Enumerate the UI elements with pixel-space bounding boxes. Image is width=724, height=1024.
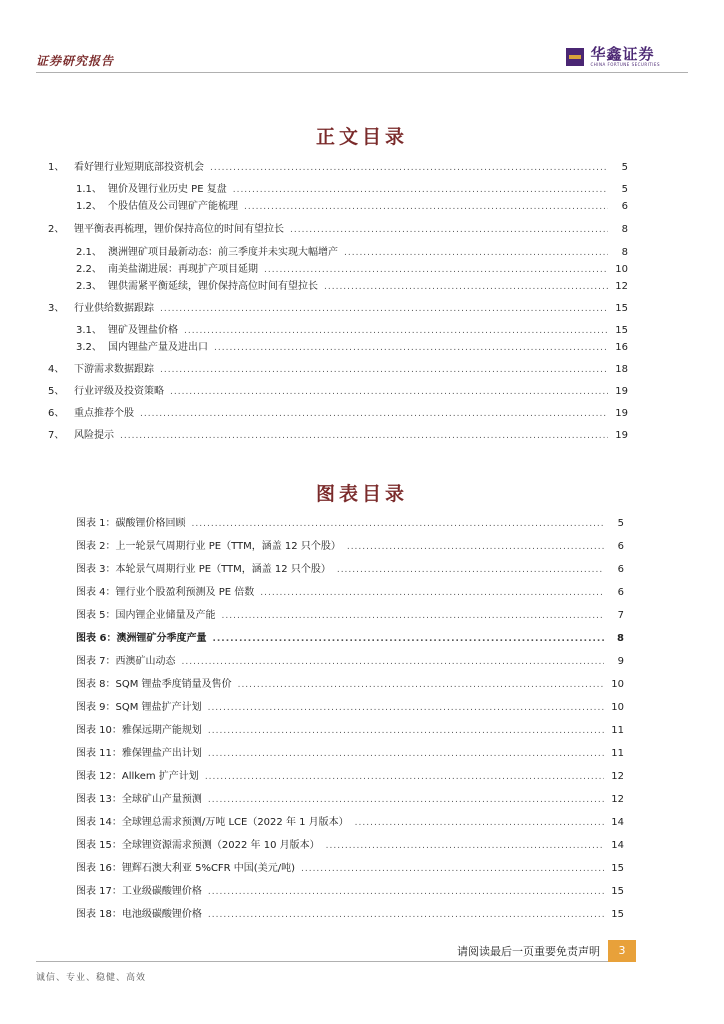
dot-leader xyxy=(344,245,608,261)
toc-entry-label: 锂供需紧平衡延续，锂价保持高位时间有望拉长 xyxy=(108,281,318,292)
toc-entry[interactable] xyxy=(76,182,628,198)
toc-entry-page: 16 xyxy=(615,342,628,353)
figure-entry-page: 12 xyxy=(611,771,624,782)
figure-entry-page: 5 xyxy=(617,518,624,529)
figure-entry-page: 15 xyxy=(611,909,624,920)
toc-entry-number: 2、 xyxy=(48,224,65,235)
figure-entry[interactable] xyxy=(76,654,624,670)
figure-entry-label: 图表 18：电池级碳酸锂价格 xyxy=(76,909,202,920)
toc-entry-number: 2.2、 xyxy=(76,264,102,275)
disclaimer-link[interactable]: 请阅读最后一页重要免责声明 xyxy=(457,945,600,958)
figure-entry-label: 图表 13：全球矿山产量预测 xyxy=(76,794,202,805)
toc-entry-number: 2.3、 xyxy=(76,281,102,292)
figure-entry-page: 6 xyxy=(617,541,624,552)
figure-entry-label: 图表 11：雅保锂盐产出计划 xyxy=(76,748,202,759)
figure-entry-page: 6 xyxy=(617,564,624,575)
toc-entry-page: 10 xyxy=(615,264,628,275)
dot-leader xyxy=(290,222,608,238)
figure-entry-page: 10 xyxy=(611,679,624,690)
dot-leader xyxy=(208,884,604,900)
toc-entry[interactable] xyxy=(76,245,628,261)
footer-divider xyxy=(36,961,624,962)
figure-entry-label: 图表 16：锂辉石澳大利亚 5%CFR 中国(美元/吨) xyxy=(76,863,295,874)
toc-entry[interactable] xyxy=(76,199,628,215)
toc-entry-page: 8 xyxy=(621,224,628,235)
figure-entry-label: 图表 17：工业级碳酸锂价格 xyxy=(76,886,202,897)
figure-entry-label: 图表 4：锂行业个股盈利预测及 PE 倍数 xyxy=(76,587,255,598)
toc-entry[interactable] xyxy=(76,323,628,339)
toc-entry-number: 6、 xyxy=(48,408,65,419)
figure-entry[interactable] xyxy=(76,700,624,716)
dot-leader xyxy=(238,677,604,693)
toc-entry-page: 19 xyxy=(615,408,628,419)
dot-leader xyxy=(208,907,604,923)
figure-entry-page: 11 xyxy=(611,725,624,736)
dot-leader xyxy=(210,160,608,176)
figure-entry[interactable] xyxy=(76,585,624,601)
figure-entry[interactable] xyxy=(76,562,624,578)
figure-entry-label: 图表 2：上一轮景气周期行业 PE（TTM，涵盖 12 只个股） xyxy=(76,541,341,552)
dot-leader xyxy=(182,654,604,670)
figure-entry[interactable] xyxy=(76,815,624,831)
toc-entry[interactable] xyxy=(76,262,628,278)
dot-leader xyxy=(233,182,608,198)
figure-entry[interactable] xyxy=(76,769,624,785)
toc-entry-label: 锂价及锂行业历史 PE 复盘 xyxy=(108,184,227,195)
figure-entry-page: 7 xyxy=(617,610,624,621)
report-type-label: 证券研究报告 xyxy=(36,54,115,68)
figure-entry-label: 图表 1：碳酸锂价格回顾 xyxy=(76,518,186,529)
toc-entry-number: 1.2、 xyxy=(76,201,102,212)
figure-entry-page: 8 xyxy=(617,633,624,644)
dot-leader xyxy=(192,516,604,532)
figure-entry-label: 图表 14：全球锂总需求预测/万吨 LCE（2022 年 1 月版本） xyxy=(76,817,349,828)
dot-leader xyxy=(208,700,604,716)
toc-entry-number: 7、 xyxy=(48,430,65,441)
figure-entry-page: 11 xyxy=(611,748,624,759)
figure-entry[interactable] xyxy=(76,677,624,693)
figure-entry-label: 图表 10：雅保远期产能规划 xyxy=(76,725,202,736)
toc-title: 正文目录 xyxy=(315,126,408,148)
toc-entry-number: 4、 xyxy=(48,364,65,375)
toc-entry-number: 1、 xyxy=(48,162,65,173)
figure-entry-label: 图表 3：本轮景气周期行业 PE（TTM，涵盖 12 只个股） xyxy=(76,564,331,575)
toc-entry-page: 19 xyxy=(615,386,628,397)
footer-disclaimer-bar xyxy=(0,940,724,962)
figure-entry-label: 图表 7：西澳矿山动态 xyxy=(76,656,176,667)
figure-entry[interactable] xyxy=(76,838,624,854)
logo-english-name: CHINA FORTUNE SECURITIES xyxy=(590,62,660,67)
toc-entry-page: 5 xyxy=(621,162,628,173)
toc-entry[interactable] xyxy=(48,160,628,176)
figure-entry[interactable] xyxy=(76,884,624,900)
toc-entry-number: 3.2、 xyxy=(76,342,102,353)
dot-leader xyxy=(347,539,604,555)
toc-entry[interactable] xyxy=(76,340,628,356)
dot-leader xyxy=(222,608,604,624)
figure-entry[interactable] xyxy=(76,516,624,532)
toc-entry[interactable] xyxy=(48,428,628,444)
toc-entry-number: 3.1、 xyxy=(76,325,102,336)
toc-entry-page: 15 xyxy=(615,303,628,314)
toc-entry-label: 重点推荐个股 xyxy=(74,408,134,419)
dot-leader xyxy=(264,262,608,278)
toc-entry[interactable] xyxy=(48,406,628,422)
logo-chinese-name: 华鑫证券 xyxy=(590,45,655,63)
figure-entry[interactable] xyxy=(76,608,624,624)
dot-leader xyxy=(212,631,604,647)
dot-leader xyxy=(208,746,604,762)
figure-entry[interactable] xyxy=(76,907,624,923)
figure-entry-label: 图表 6：澳洲锂矿分季度产量 xyxy=(76,633,207,644)
dot-leader xyxy=(208,723,604,739)
figure-entry-page: 6 xyxy=(617,587,624,598)
figure-entry-label: 图表 15：全球锂资源需求预测（2022 年 10 月版本） xyxy=(76,840,320,851)
toc-entry-label: 下游需求数据跟踪 xyxy=(74,364,154,375)
toc-entry[interactable] xyxy=(48,301,628,317)
dot-leader xyxy=(160,301,608,317)
toc-entry-number: 3、 xyxy=(48,303,65,314)
page-number: 3 xyxy=(608,940,636,962)
figure-entry-page: 9 xyxy=(617,656,624,667)
toc-entry-number: 1.1、 xyxy=(76,184,102,195)
figure-entry-page: 15 xyxy=(611,886,624,897)
figure-entry-page: 10 xyxy=(611,702,624,713)
dot-leader xyxy=(214,340,608,356)
figure-entry-page: 15 xyxy=(611,863,624,874)
dot-leader xyxy=(337,562,604,578)
toc-entry-label: 南美盐湖进展：再现扩产项目延期 xyxy=(108,264,258,275)
toc-entry-number: 2.1、 xyxy=(76,247,102,258)
logo-mark-icon xyxy=(566,48,584,66)
dot-leader xyxy=(324,279,608,295)
footer-motto: 诚信、专业、稳健、高效 xyxy=(36,973,147,983)
dot-leader xyxy=(355,815,604,831)
figure-entry-label: 图表 9：SQM 锂盐扩产计划 xyxy=(76,702,202,713)
toc-entry-label: 锂矿及锂盐价格 xyxy=(108,325,178,336)
figure-entry[interactable] xyxy=(76,631,624,647)
toc-entry-page: 8 xyxy=(621,247,628,258)
toc-entry-page: 15 xyxy=(615,325,628,336)
toc-entry-page: 5 xyxy=(621,184,628,195)
toc-entry-label: 国内锂盐产量及进出口 xyxy=(108,342,208,353)
figure-entry[interactable] xyxy=(76,792,624,808)
toc-entry[interactable] xyxy=(48,362,628,378)
dot-leader xyxy=(301,861,604,877)
figures-title: 图表目录 xyxy=(315,483,408,505)
dot-leader xyxy=(326,838,604,854)
figure-entry-page: 12 xyxy=(611,794,624,805)
toc-entry-label: 个股估值及公司锂矿产能梳理 xyxy=(108,201,238,212)
dot-leader xyxy=(208,792,604,808)
figure-entry[interactable] xyxy=(76,746,624,762)
figure-entry-label: 图表 8：SQM 锂盐季度销量及售价 xyxy=(76,679,232,690)
figure-entry-label: 图表 5：国内锂企业储量及产能 xyxy=(76,610,216,621)
figure-entry-page: 14 xyxy=(611,840,624,851)
toc-entry-label: 看好锂行业短期底部投资机会 xyxy=(74,162,204,173)
toc-entry-page: 19 xyxy=(615,430,628,441)
toc-entry-label: 锂平衡表再梳理，锂价保持高位的时间有望拉长 xyxy=(74,224,284,235)
toc-entry[interactable] xyxy=(48,384,628,400)
figure-entry[interactable] xyxy=(76,723,624,739)
figure-entry[interactable] xyxy=(76,539,624,555)
figure-entry-label: 图表 12：Allkem 扩产计划 xyxy=(76,771,199,782)
toc-entry-label: 澳洲锂矿项目最新动态：前三季度并未实现大幅增产 xyxy=(108,247,338,258)
toc-entry-page: 18 xyxy=(615,364,628,375)
dot-leader xyxy=(260,585,604,601)
dot-leader xyxy=(205,769,604,785)
dot-leader xyxy=(160,362,608,378)
dot-leader xyxy=(170,384,608,400)
toc-entry-label: 风险提示 xyxy=(74,430,114,441)
dot-leader xyxy=(244,199,608,215)
dot-leader xyxy=(140,406,608,422)
toc-entry[interactable] xyxy=(48,222,628,238)
dot-leader xyxy=(184,323,608,339)
toc-entry-label: 行业评级及投资策略 xyxy=(74,386,164,397)
toc-entry-page: 12 xyxy=(615,281,628,292)
dot-leader xyxy=(120,428,608,444)
figure-entry-page: 14 xyxy=(611,817,624,828)
toc-entry-number: 5、 xyxy=(48,386,65,397)
toc-entry[interactable] xyxy=(76,279,628,295)
company-logo xyxy=(566,46,660,68)
header-divider xyxy=(36,72,688,73)
toc-entry-page: 6 xyxy=(621,201,628,212)
toc-entry-label: 行业供给数据跟踪 xyxy=(74,303,154,314)
figure-entry[interactable] xyxy=(76,861,624,877)
